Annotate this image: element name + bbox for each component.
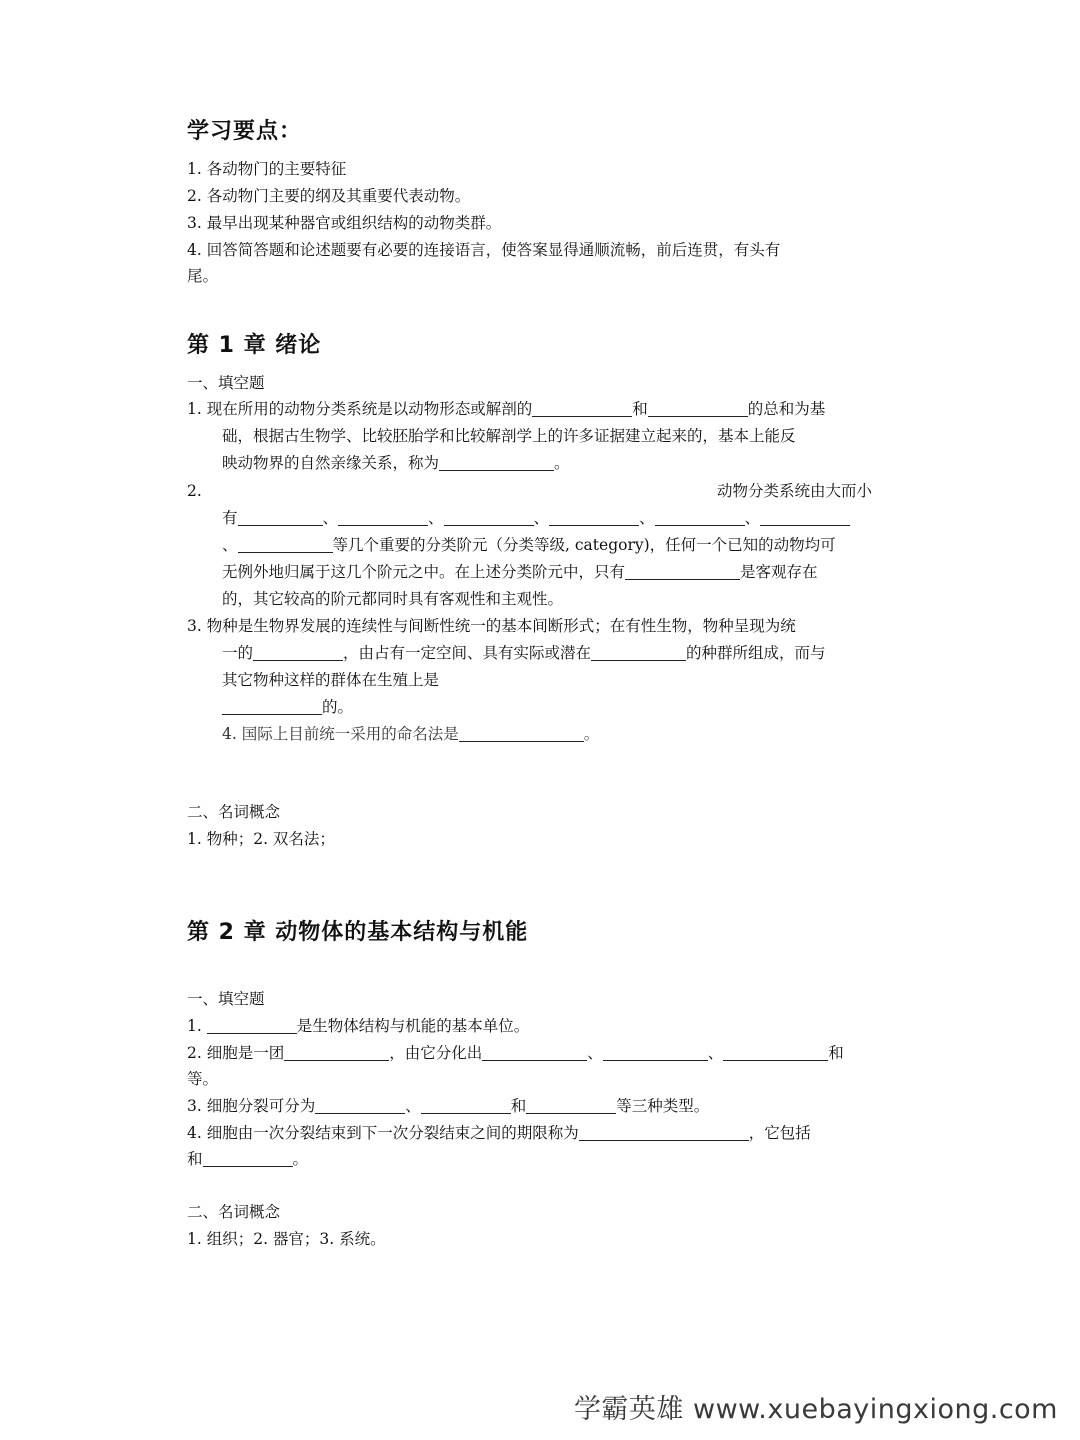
blank bbox=[549, 507, 639, 526]
ch1-q1-line2: 础，根据古生物学、比较胚胎学和比较解剖学上的许多证据建立起来的，基本上能反 bbox=[222, 427, 796, 445]
chapter1-title: 第 1 章 绪论 bbox=[187, 333, 322, 358]
blank bbox=[760, 507, 850, 526]
ch1-q1-line3 bbox=[222, 450, 570, 476]
separator: 、 bbox=[322, 509, 339, 527]
separator: 、 bbox=[587, 1044, 603, 1062]
blank bbox=[238, 507, 323, 526]
ch2-q1-num: 1. bbox=[187, 1017, 207, 1035]
ch2-q4-line2-text: 和 bbox=[187, 1150, 203, 1168]
blank bbox=[482, 1042, 587, 1061]
separator: 、 bbox=[533, 509, 550, 527]
blank bbox=[238, 534, 333, 553]
ch2-q2-text-c: 和 bbox=[828, 1044, 844, 1062]
ch1-q3-text-a: 一的 bbox=[222, 644, 254, 662]
ch2-q1 bbox=[187, 1013, 529, 1039]
separator: 、 bbox=[222, 536, 238, 554]
blank bbox=[625, 561, 740, 580]
period: 。 bbox=[292, 1150, 309, 1168]
ch1-q2-line3 bbox=[222, 532, 836, 558]
separator: 、 bbox=[639, 509, 655, 527]
ch2-q4-text-b: ，它包括 bbox=[748, 1124, 811, 1142]
ch2-q4-text-a: 4. 细胞由一次分裂结束到下一次分裂结束之间的期限称为 bbox=[187, 1124, 579, 1142]
ch1-terms-heading: 二、名词概念 bbox=[187, 803, 281, 821]
ch1-q2-line4-text-a: 无例外地归属于这几个阶元之中。在上述分类阶元中，只有 bbox=[222, 563, 626, 581]
ch2-q2 bbox=[187, 1040, 844, 1066]
ch2-q4-line2 bbox=[187, 1146, 308, 1172]
ch2-q4 bbox=[187, 1120, 811, 1146]
blank bbox=[421, 1095, 511, 1114]
ch1-q3-line1: 3. 物种是生物界发展的连续性与间断性统一的基本间断形式；在有性生物，物种呈现为统 bbox=[187, 617, 796, 635]
ch1-q4-text-a: 4. 国际上目前统一采用的命名法是 bbox=[222, 725, 459, 743]
ch1-q3-text-b: ，由占有一定空间、具有实际或潜在 bbox=[343, 644, 592, 662]
ch1-q3-line4 bbox=[222, 694, 353, 720]
key-point-3: 3. 最早出现某种器官或组织结构的动物类群。 bbox=[187, 214, 502, 232]
key-points-title: 学习要点： bbox=[187, 119, 303, 144]
ch1-q2-line5: 的，其它较高的阶元都同时具有客观性和主观性。 bbox=[222, 590, 564, 608]
blank bbox=[315, 1095, 405, 1114]
ch1-q1-text-b: 和 bbox=[632, 400, 648, 418]
ch2-q3-text-b: 和 bbox=[510, 1097, 527, 1115]
ch1-q3-line2 bbox=[222, 640, 826, 666]
ch2-q3-text-c: 等三种类型。 bbox=[616, 1097, 710, 1115]
blank bbox=[444, 507, 534, 526]
ch1-q3-line4-text: 的。 bbox=[322, 698, 354, 716]
ch2-q3-text-a: 3. 细胞分裂可分为 bbox=[187, 1097, 316, 1115]
ch2-q2-line2: 等。 bbox=[187, 1070, 219, 1088]
ch2-q2-text-a: 2. 细胞是一团 bbox=[187, 1044, 285, 1062]
ch1-q2-text-a: 有 bbox=[222, 509, 238, 527]
ch2-q1-text: 是生物体结构与机能的基本单位。 bbox=[296, 1017, 530, 1035]
ch1-terms: 1. 物种；2. 双名法； bbox=[187, 830, 335, 848]
ch1-fill-heading: 一、填空题 bbox=[187, 374, 265, 392]
ch1-q2-line4-text-b: 是客观存在 bbox=[740, 563, 818, 581]
blank bbox=[579, 1122, 749, 1141]
blank bbox=[203, 1148, 293, 1167]
blank bbox=[648, 398, 748, 417]
blank bbox=[591, 642, 686, 661]
ch2-terms-heading: 二、名词概念 bbox=[187, 1203, 281, 1221]
blank bbox=[532, 398, 632, 417]
ch1-q2-right: 动物分类系统由大而小 bbox=[717, 482, 873, 500]
blank bbox=[459, 723, 584, 742]
blank bbox=[603, 1042, 708, 1061]
blank bbox=[723, 1042, 828, 1061]
blank bbox=[207, 1015, 297, 1034]
separator: 、 bbox=[428, 509, 444, 527]
blank bbox=[284, 1042, 389, 1061]
blank bbox=[253, 642, 343, 661]
blank bbox=[526, 1095, 616, 1114]
key-point-4: 4. 回答简答题和论述题要有必要的连接语言，使答案显得通顺流畅，前后连贯，有头有 bbox=[187, 241, 781, 259]
ch1-q2-line3-text: 等几个重要的分类阶元（分类等级, category)，任何一个已知的动物均可 bbox=[332, 536, 836, 554]
ch1-q2-num: 2. bbox=[187, 482, 202, 500]
ch2-fill-heading: 一、填空题 bbox=[187, 990, 265, 1008]
ch1-q1-text-a: 1. 现在所用的动物分类系统是以动物形态或解剖的 bbox=[187, 400, 533, 418]
ch1-q1-line3-text: 映动物界的自然亲缘关系，称为 bbox=[222, 454, 440, 472]
chapter2-title: 第 2 章 动物体的基本结构与机能 bbox=[187, 920, 529, 945]
ch1-q4 bbox=[222, 721, 599, 747]
period: 。 bbox=[554, 454, 570, 472]
ch1-q3-line3: 其它物种这样的群体在生殖上是 bbox=[222, 671, 440, 689]
blank bbox=[439, 452, 554, 471]
ch2-terms: 1. 组织；2. 器官；3. 系统。 bbox=[187, 1230, 386, 1248]
separator: 、 bbox=[707, 1044, 724, 1062]
ch1-q3-text-c: 的种群所组成，而与 bbox=[686, 644, 826, 662]
blank bbox=[338, 507, 428, 526]
separator: 、 bbox=[405, 1097, 421, 1115]
key-point-4-cont: 尾。 bbox=[187, 267, 219, 285]
ch1-q1-line1 bbox=[187, 396, 825, 422]
separator: 、 bbox=[744, 509, 761, 527]
key-point-1: 1. 各动物门的主要特征 bbox=[187, 160, 347, 178]
ch1-q2-line4 bbox=[222, 559, 818, 585]
ch1-q2-line2 bbox=[222, 505, 850, 531]
blank bbox=[655, 507, 745, 526]
ch2-q2-text-b: ，由它分化出 bbox=[389, 1044, 483, 1062]
period: 。 bbox=[583, 725, 600, 743]
blank bbox=[222, 696, 322, 715]
site-watermark: 学霸英雄 www.xuebayingxiong.com bbox=[573, 1394, 1058, 1425]
ch2-q3 bbox=[187, 1093, 709, 1119]
key-point-2: 2. 各动物门主要的纲及其重要代表动物。 bbox=[187, 187, 471, 205]
ch1-q1-text-c: 的总和为基 bbox=[747, 400, 826, 418]
